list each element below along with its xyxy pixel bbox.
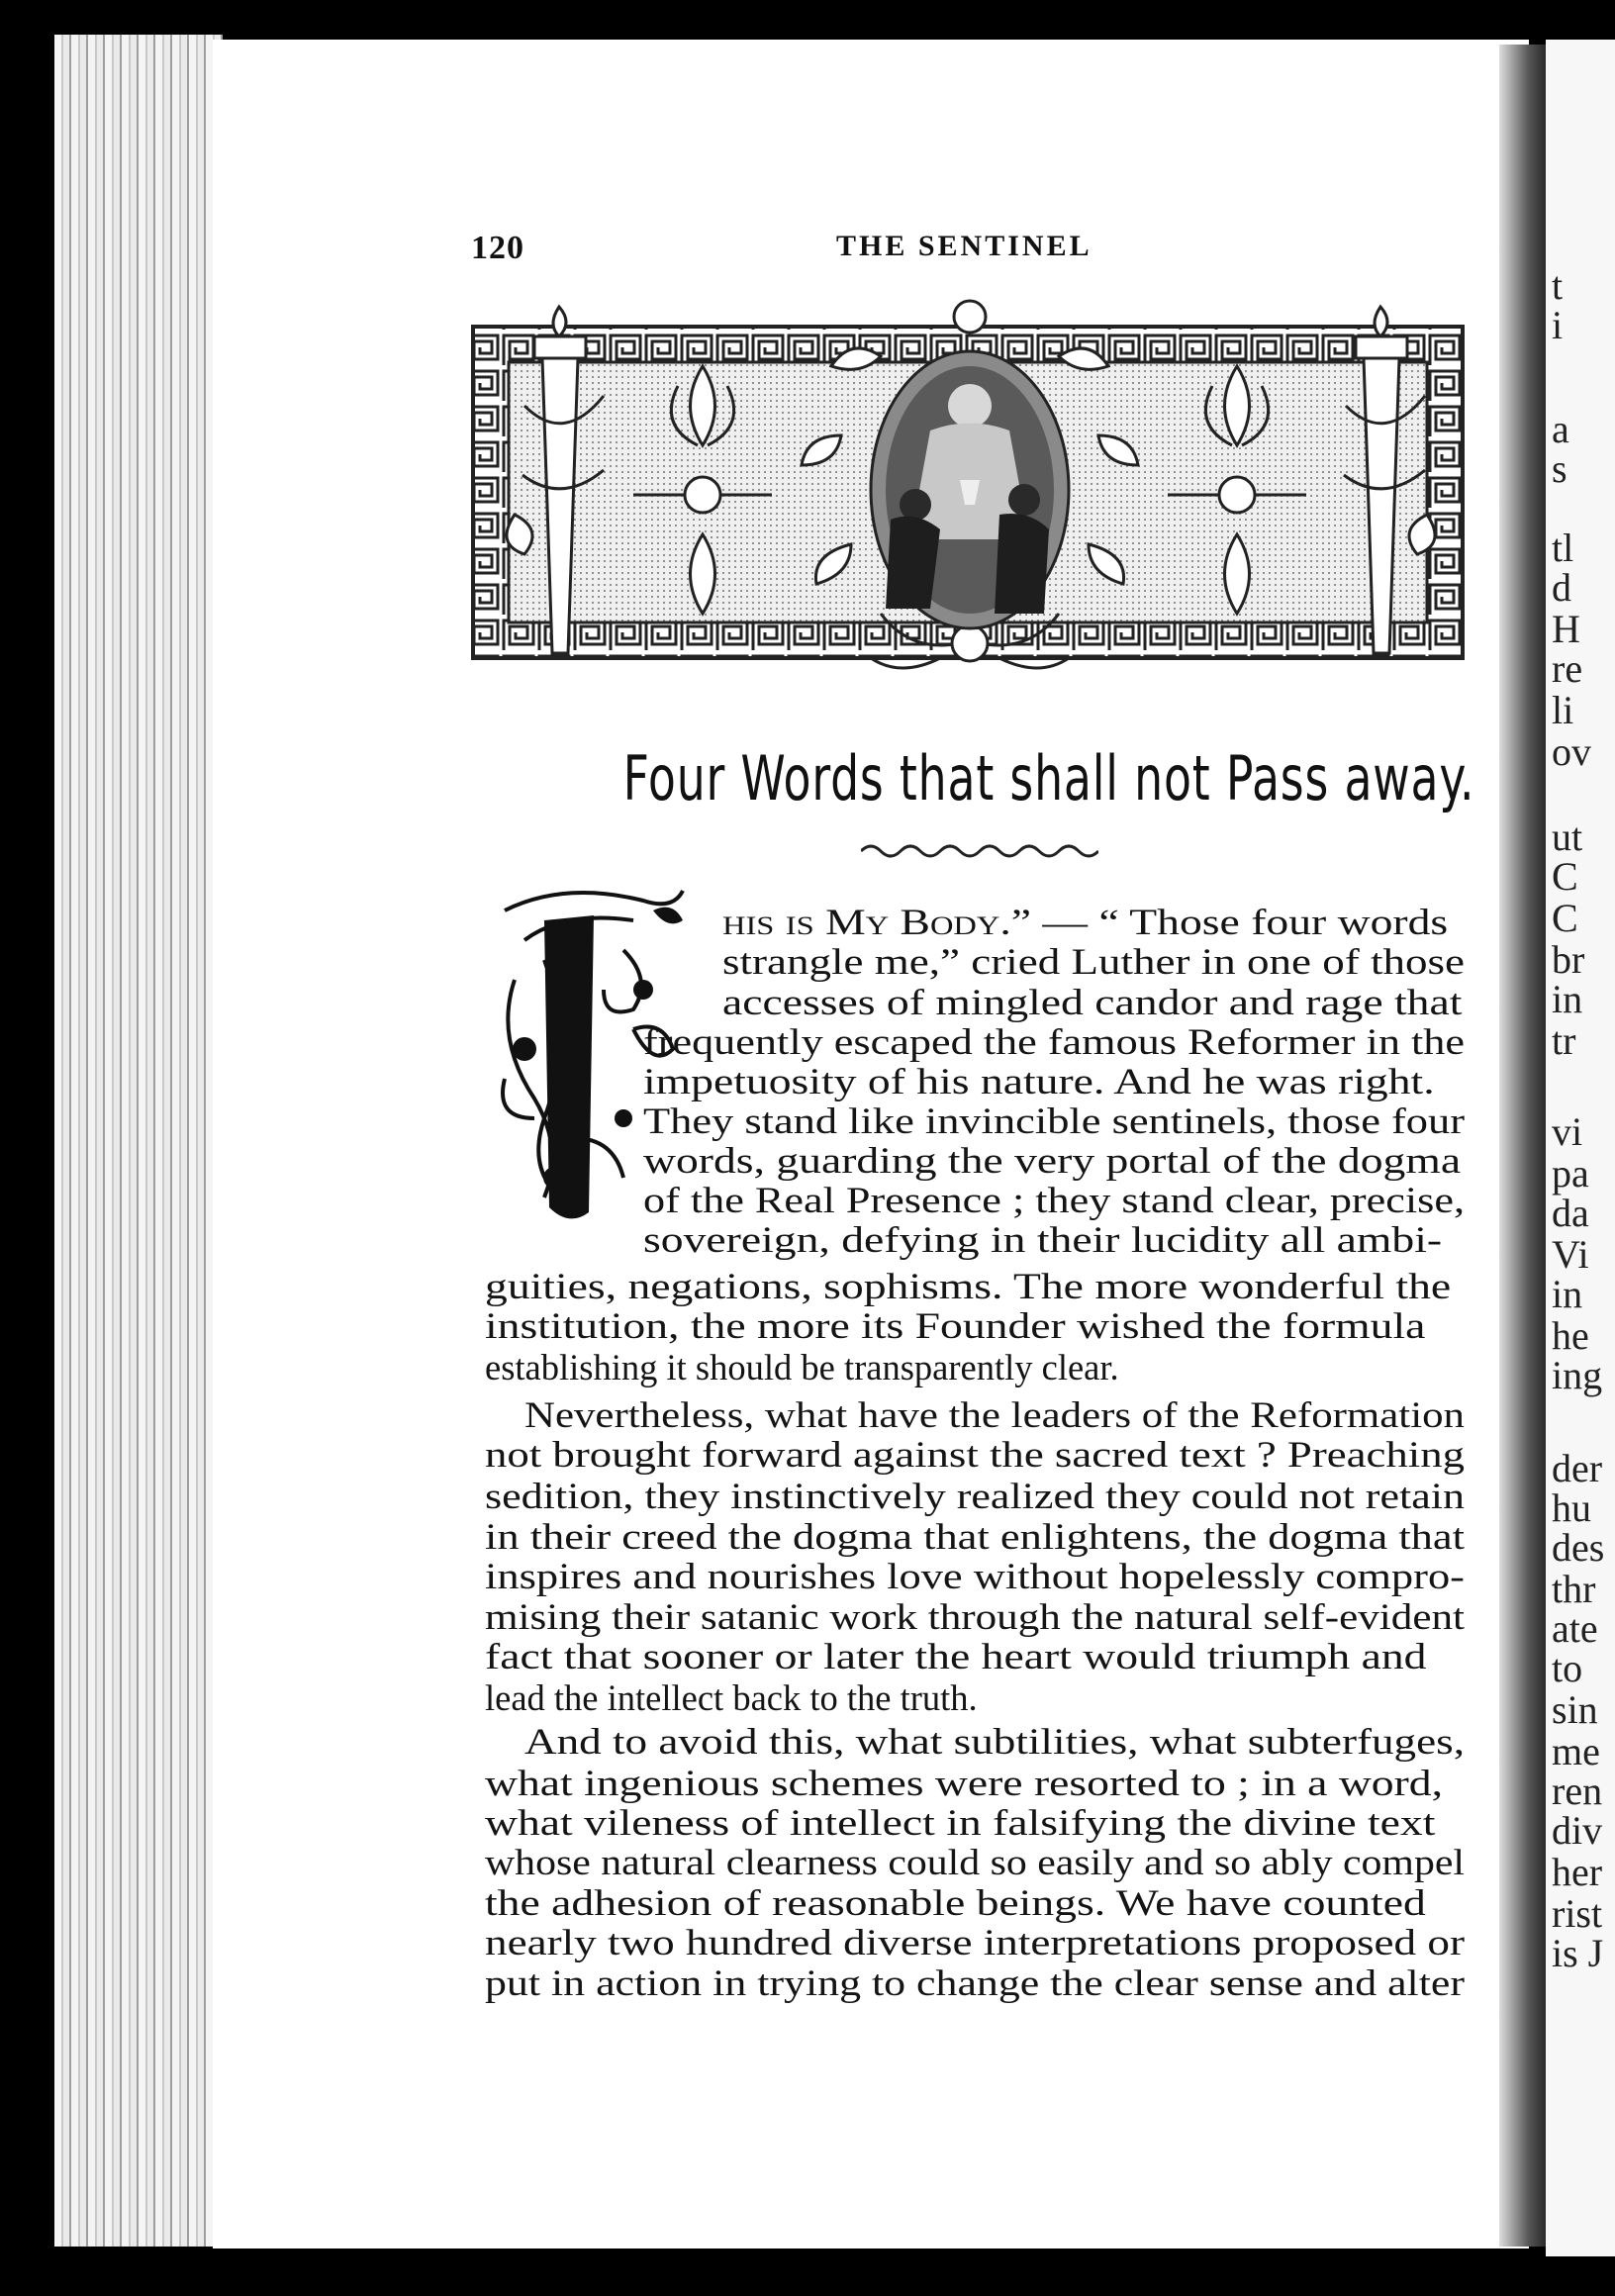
facing-page-fragment: ut <box>1552 814 1583 859</box>
facing-page-fragment: H <box>1552 607 1580 651</box>
article-title: Four Words that shall not Pass away. <box>622 742 1475 814</box>
facing-page-fragment: to <box>1552 1646 1583 1690</box>
facing-page-fragment: her <box>1552 1850 1603 1894</box>
body-line: not brought forward against the sacred text ? Preaching <box>485 1434 1465 1475</box>
body-line: lead the intellect back to the truth. <box>485 1677 978 1718</box>
body-line: inspires and nourishes love without hopelessly compro- <box>485 1556 1465 1596</box>
facing-page-fragment: sin <box>1552 1687 1598 1732</box>
body-line <box>722 903 1448 942</box>
body-line: They stand like invincible sentinels, those four <box>643 1100 1465 1141</box>
body-line: put in action in trying to change the clear sense and alter <box>485 1962 1465 2003</box>
body-line: the adhesion of reasonable beings. We have counted <box>485 1882 1426 1923</box>
facing-page-fragment: vi <box>1552 1109 1583 1154</box>
body-line: institution, the more its Founder wished the formula <box>485 1305 1426 1346</box>
body-line: of the Real Presence ; they stand clear, precise, <box>643 1180 1465 1220</box>
facing-page-fragment: ren <box>1552 1769 1603 1813</box>
body-line: accesses of mingled candor and rage that <box>722 982 1463 1022</box>
page-number: 120 <box>471 230 524 266</box>
page-edges <box>54 35 223 2247</box>
body-line: strangle me,” cried Luther in one of those <box>722 941 1465 982</box>
body-line: Nevertheless, what have the leaders of the Reformation <box>524 1394 1465 1435</box>
facing-page-fragment: der <box>1552 1446 1603 1490</box>
facing-page-fragment: tr <box>1552 1018 1576 1063</box>
body-line: what ingenious schemes were resorted to ; in a word, <box>485 1763 1444 1803</box>
book-gutter <box>1499 45 1549 2247</box>
facing-page-fragment: re <box>1552 646 1583 691</box>
body-line: whose natural clearness could so easily and so ably compel <box>485 1842 1465 1882</box>
facing-page-fragment: t <box>1552 263 1564 308</box>
body-line: impetuosity of his nature. And he was right. <box>643 1061 1435 1101</box>
body-line: in their creed the dogma that enlightens, the dogma that <box>485 1516 1465 1557</box>
facing-page-fragment: pa <box>1552 1151 1589 1196</box>
facing-page-fragment: C <box>1552 854 1578 899</box>
facing-page-fragment: me <box>1552 1729 1600 1773</box>
body-line: fact that sooner or later the heart would triumph and <box>485 1636 1427 1676</box>
facing-page-fragment: is J <box>1552 1931 1604 1975</box>
facing-page-fragment: C <box>1552 896 1578 940</box>
facing-page-fragment: i <box>1552 303 1564 347</box>
body-line: sovereign, defying in their lucidity all ambi- <box>643 1219 1443 1260</box>
facing-page-fragment: div <box>1552 1808 1603 1853</box>
facing-page-fragment: des <box>1552 1525 1605 1570</box>
facing-page-fragment: he <box>1552 1313 1589 1358</box>
facing-page-fragment: tl <box>1552 526 1574 570</box>
facing-page-edge <box>1546 40 1615 2256</box>
facing-page-fragment: in <box>1552 1272 1583 1316</box>
body-line: frequently escaped the famous Reformer in the <box>643 1021 1465 1062</box>
facing-page-fragment: ing <box>1552 1353 1603 1397</box>
facing-page-fragment: s <box>1552 446 1568 491</box>
facing-page-fragment: a <box>1552 407 1569 451</box>
facing-page-fragment: in <box>1552 977 1583 1021</box>
facing-page-fragment: da <box>1552 1191 1589 1235</box>
ornamental-headpiece <box>465 297 1474 693</box>
body-line: establishing it should be transparently clear. <box>485 1347 1119 1387</box>
facing-page-fragment: rist <box>1552 1891 1603 1936</box>
opening-rest: ” — “ Those four words <box>1010 902 1449 942</box>
facing-page-fragment: hu <box>1552 1485 1591 1530</box>
body-line: words, guarding the very portal of the dogma <box>643 1140 1462 1181</box>
facing-page-fragment: ov <box>1552 729 1591 774</box>
opening-small-caps: his is My Body. <box>722 902 1011 942</box>
body-line: And to avoid this, what subtilities, what subterfuges, <box>524 1721 1465 1762</box>
body-line: mising their satanic work through the natural self-evident <box>485 1596 1465 1637</box>
facing-page-fragment: li <box>1552 688 1574 732</box>
facing-page-fragment: ate <box>1552 1606 1598 1651</box>
body-line: nearly two hundred diverse interpretations proposed or <box>485 1922 1465 1962</box>
body-line: sedition, they instinctively realized they could not retain <box>485 1476 1465 1516</box>
body-line: what vileness of intellect in falsifying the divine text <box>485 1802 1436 1843</box>
facing-page-fragment: thr <box>1552 1567 1596 1611</box>
running-title: THE SENTINEL <box>836 230 1092 262</box>
body-line: guities, negations, sophisms. The more wonderful the <box>485 1266 1452 1306</box>
facing-page-fragment: d <box>1552 565 1571 610</box>
last-supper-vignette-icon <box>871 351 1069 628</box>
facing-page-fragment: Vi <box>1552 1232 1589 1277</box>
title-rule-ornament <box>861 841 1098 861</box>
facing-page-fragment: br <box>1552 937 1585 982</box>
